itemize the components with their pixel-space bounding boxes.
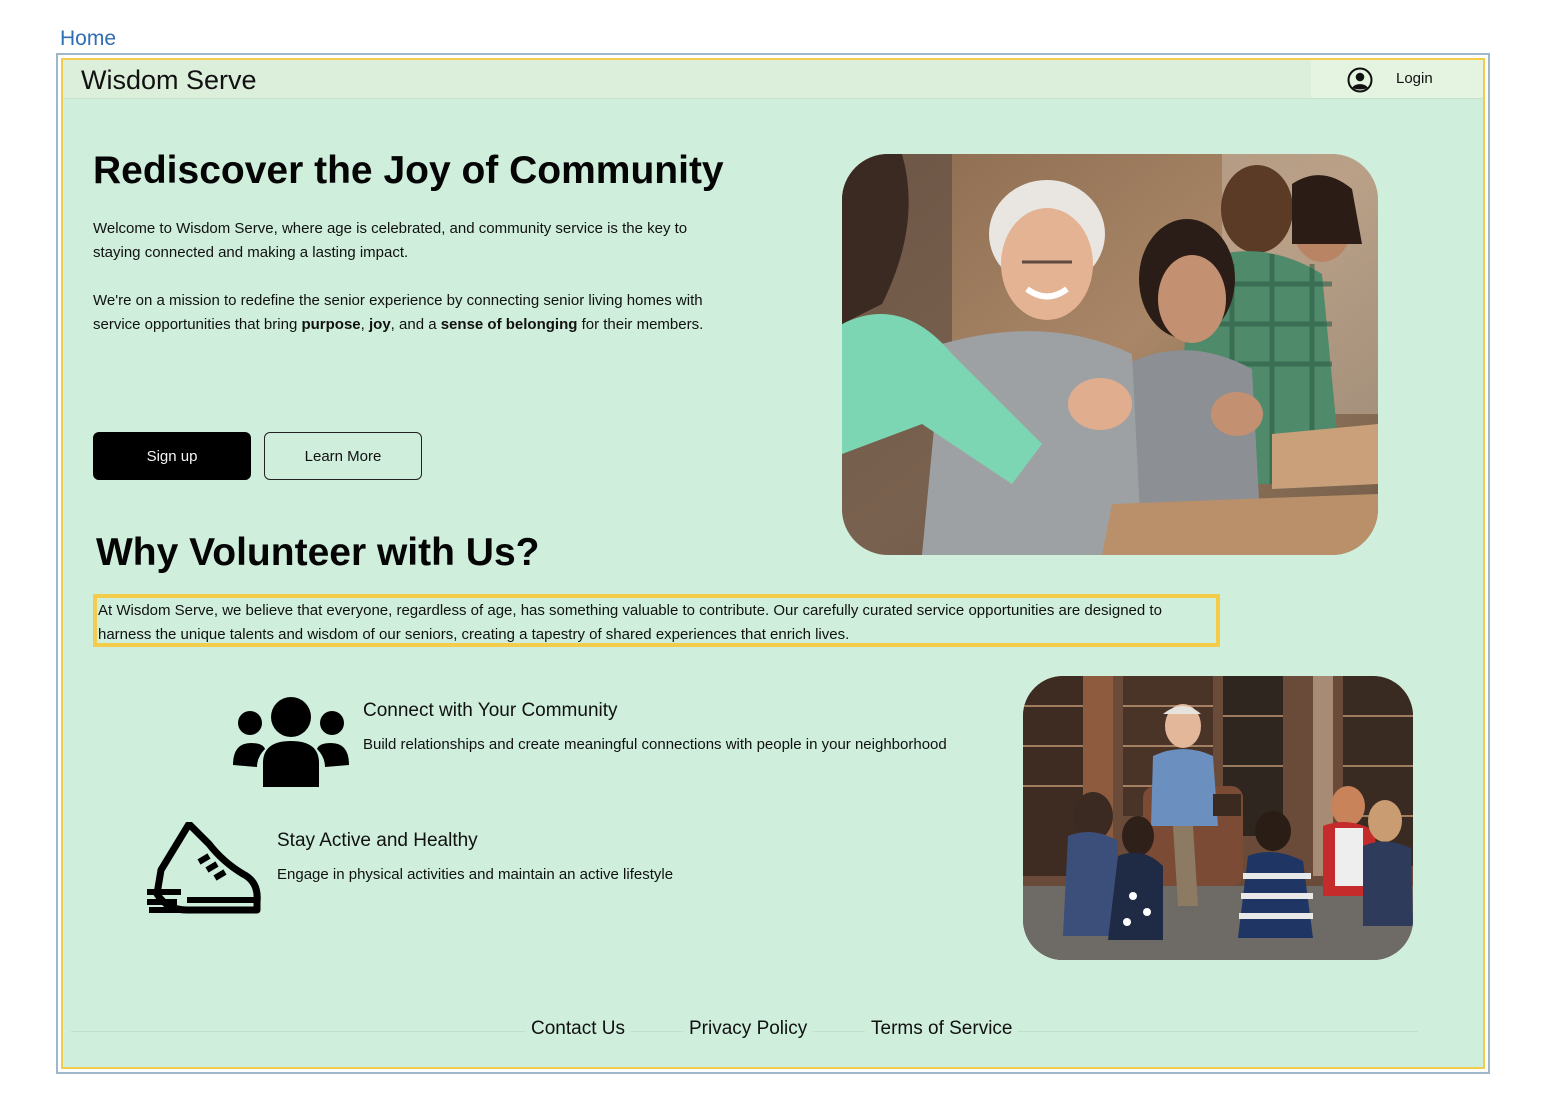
signup-button[interactable]: Sign up — [93, 432, 251, 480]
page-frame — [56, 53, 1490, 1074]
why-volunteer-heading: Why Volunteer with Us? — [96, 531, 540, 574]
feature-title-active: Stay Active and Healthy — [277, 830, 478, 851]
why-volunteer-text: At Wisdom Serve, we believe that everyone, regardless of age, has something valuable to contribute. Our carefully curated service opportunities are designed to harness the unique talents and wisdom of our seniors, creating a tapestry of shared experiences that enrich lives. — [93, 594, 1220, 647]
hero-title: Rediscover the Joy of Community — [93, 149, 724, 192]
footer-privacy-link[interactable]: Privacy Policy — [683, 1018, 813, 1040]
login-label: Login — [1396, 70, 1433, 87]
hero-mission-text: We're on a mission to redefine the senior experience by connecting senior living homes with service opportunities that bring purpose, joy, and a sense of belonging for their members. — [93, 292, 704, 333]
hero-volunteers-photo — [842, 154, 1378, 555]
sneaker-icon — [147, 822, 261, 914]
feature-desc-active: Engage in physical activities and maintain an active lifestyle — [277, 866, 674, 883]
home-link[interactable]: Home — [60, 27, 117, 50]
footer-terms-link[interactable]: Terms of Service — [865, 1018, 1018, 1040]
joy-emphasis: joy — [368, 316, 391, 333]
library-storytime-photo — [1023, 676, 1413, 960]
belonging-emphasis: sense of belonging — [440, 316, 578, 333]
feature-title-community: Connect with Your Community — [363, 700, 618, 721]
brand-logo-text[interactable]: Wisdom Serve — [81, 65, 257, 95]
page-canvas — [61, 58, 1485, 1069]
learn-more-button[interactable]: Learn More — [264, 432, 422, 480]
feature-desc-community: Build relationships and create meaningful connections with people in your neighborhood — [363, 736, 947, 753]
purpose-emphasis: purpose — [301, 316, 361, 333]
top-navbar — [63, 60, 1483, 99]
people-group-icon — [233, 697, 349, 787]
footer-contact-link[interactable]: Contact Us — [525, 1018, 631, 1040]
login-button[interactable] — [1311, 60, 1483, 98]
hero-intro-text: Welcome to Wisdom Serve, where age is celebrated, and community service is the key to staying connected and making a lasting impact. — [93, 220, 688, 261]
user-circle-icon — [1347, 67, 1373, 93]
